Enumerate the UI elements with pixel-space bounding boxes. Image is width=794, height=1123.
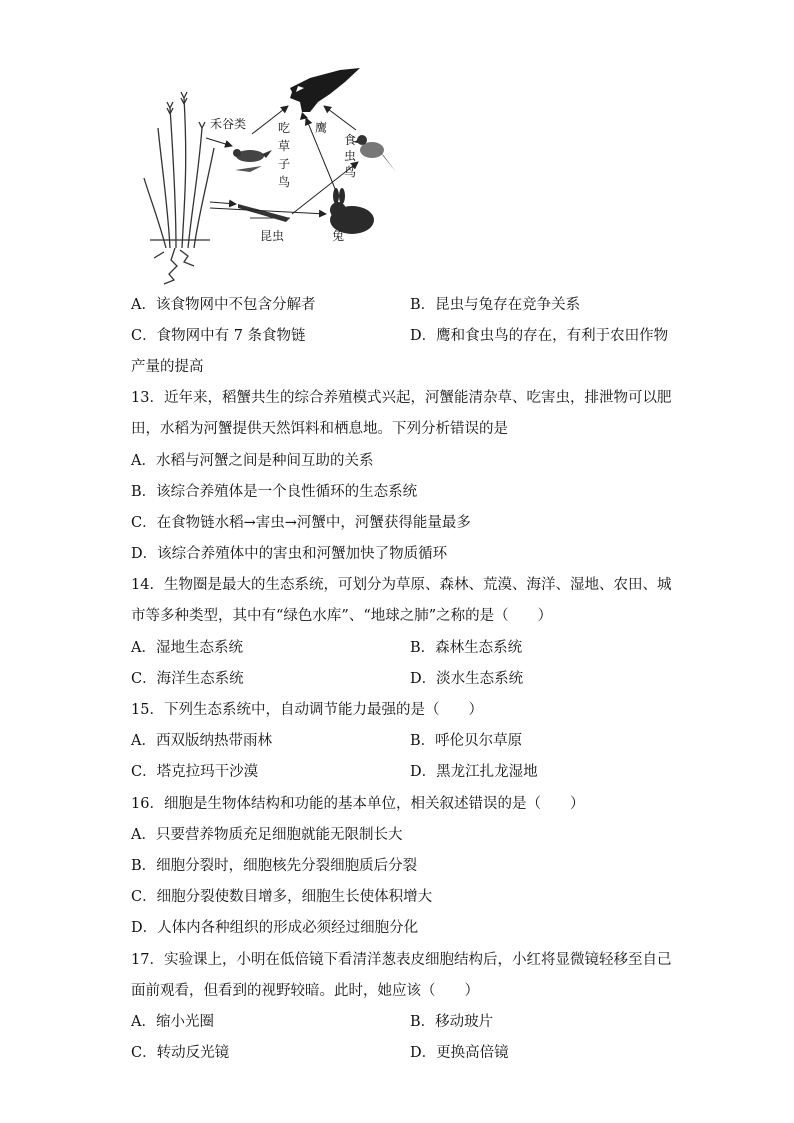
q13-option-b: B．该综合养殖体是一个良性循环的生态系统 [131, 484, 418, 500]
q13-stem-line2: 田，水稻为河蟹提供天然饵料和栖息地。下列分析错误的是 [131, 421, 508, 437]
q17-stem-line1: 17．实验课上，小明在低倍镜下看清洋葱表皮细胞结构后，小红将显微镜轻移至自己 [131, 952, 672, 968]
q15-option-d: D．黑龙江扎龙湿地 [410, 764, 538, 780]
q16-option-d: D．人体内各种组织的形成必须经过细胞分化 [131, 920, 419, 936]
q17-stem-line2: 面前观看，但看到的视野较暗。此时，她应该（ ） [131, 983, 479, 999]
q17-option-a: A．缩小光圈 [131, 1014, 214, 1030]
q14-option-c: C．海洋生态系统 [131, 671, 244, 687]
q12-option-a: A．该食物网中不包含分解者 [131, 297, 316, 313]
grain-plant-icon [144, 92, 214, 284]
q16-option-b: B．细胞分裂时，细胞核先分裂细胞质后分裂 [131, 858, 418, 874]
q17-option-d: D．更换高倍镜 [410, 1045, 509, 1061]
seed-eating-bird-icon [233, 149, 272, 172]
q13-option-a: A．水稻与河蟹之间是种间互助的关系 [131, 453, 374, 469]
q16-stem: 16．细胞是生物体结构和功能的基本单位，相关叙述错误的是（ ） [131, 796, 585, 812]
eagle-icon [290, 68, 360, 120]
q14-option-b: B．森林生态系统 [410, 640, 523, 656]
q14-option-a: A．湿地生态系统 [131, 640, 243, 656]
q13-option-d: D．该综合养殖体中的害虫和河蟹加快了物质循环 [131, 546, 448, 562]
food-web-diagram [140, 68, 400, 288]
q15-option-a: A．西双版纳热带雨林 [131, 733, 272, 749]
q12-option-c: C．食物网中有 7 条食物链 [131, 328, 306, 344]
label-rabbit: 兔 [332, 229, 345, 243]
label-seed-bird-2: 草 [278, 139, 291, 153]
q17-option-b: B．移动玻片 [410, 1014, 494, 1030]
label-grain: 禾谷类 [210, 117, 247, 131]
label-insect-bird-3: 鸟 [344, 165, 357, 179]
label-seed-bird-4: 鸟 [278, 175, 291, 189]
insect-eating-bird-icon [353, 135, 396, 172]
q12-option-d: D．鹰和食虫鸟的存在，有利于农田作物 [410, 328, 669, 344]
insect-icon [238, 204, 290, 222]
q15-option-c: C．塔克拉玛干沙漠 [131, 764, 259, 780]
label-seed-bird-1: 吃 [278, 121, 291, 135]
q12-option-d-continued: 产量的提高 [131, 359, 204, 375]
q13-option-c: C．在食物链水稻→害虫→河蟹中，河蟹获得能量最多 [131, 515, 471, 531]
q14-option-d: D．淡水生态系统 [410, 671, 524, 687]
label-insect-bird-2: 虫 [344, 149, 357, 163]
q15-option-b: B．呼伦贝尔草原 [410, 733, 523, 749]
q13-stem-line1: 13．近年来，稻蟹共生的综合养殖模式兴起，河蟹能清杂草、吃害虫，排泄物可以肥 [131, 390, 672, 406]
q16-option-c: C．细胞分裂使数目增多，细胞生长使体积增大 [131, 889, 433, 905]
q14-stem-line1: 14．生物圈是最大的生态系统，可划分为草原、森林、荒漠、海洋、湿地、农田、城 [131, 577, 672, 593]
q12-option-b: B．昆虫与兔存在竞争关系 [410, 297, 581, 313]
rabbit-icon [330, 188, 374, 234]
q15-stem: 15．下列生态系统中，自动调节能力最强的是（ ） [131, 702, 483, 718]
q14-stem-line2: 市等多种类型，其中有“绿色水库”、“地球之肺”之称的是（ ） [131, 608, 553, 624]
q17-option-c: C．转动反光镜 [131, 1045, 230, 1061]
label-seed-bird-3: 子 [278, 157, 291, 171]
label-insect: 昆虫 [260, 229, 285, 243]
label-insect-bird-1: 食 [344, 133, 357, 147]
label-eagle: 鹰 [315, 121, 328, 135]
q16-option-a: A．只要营养物质充足细胞就能无限制长大 [131, 827, 403, 843]
